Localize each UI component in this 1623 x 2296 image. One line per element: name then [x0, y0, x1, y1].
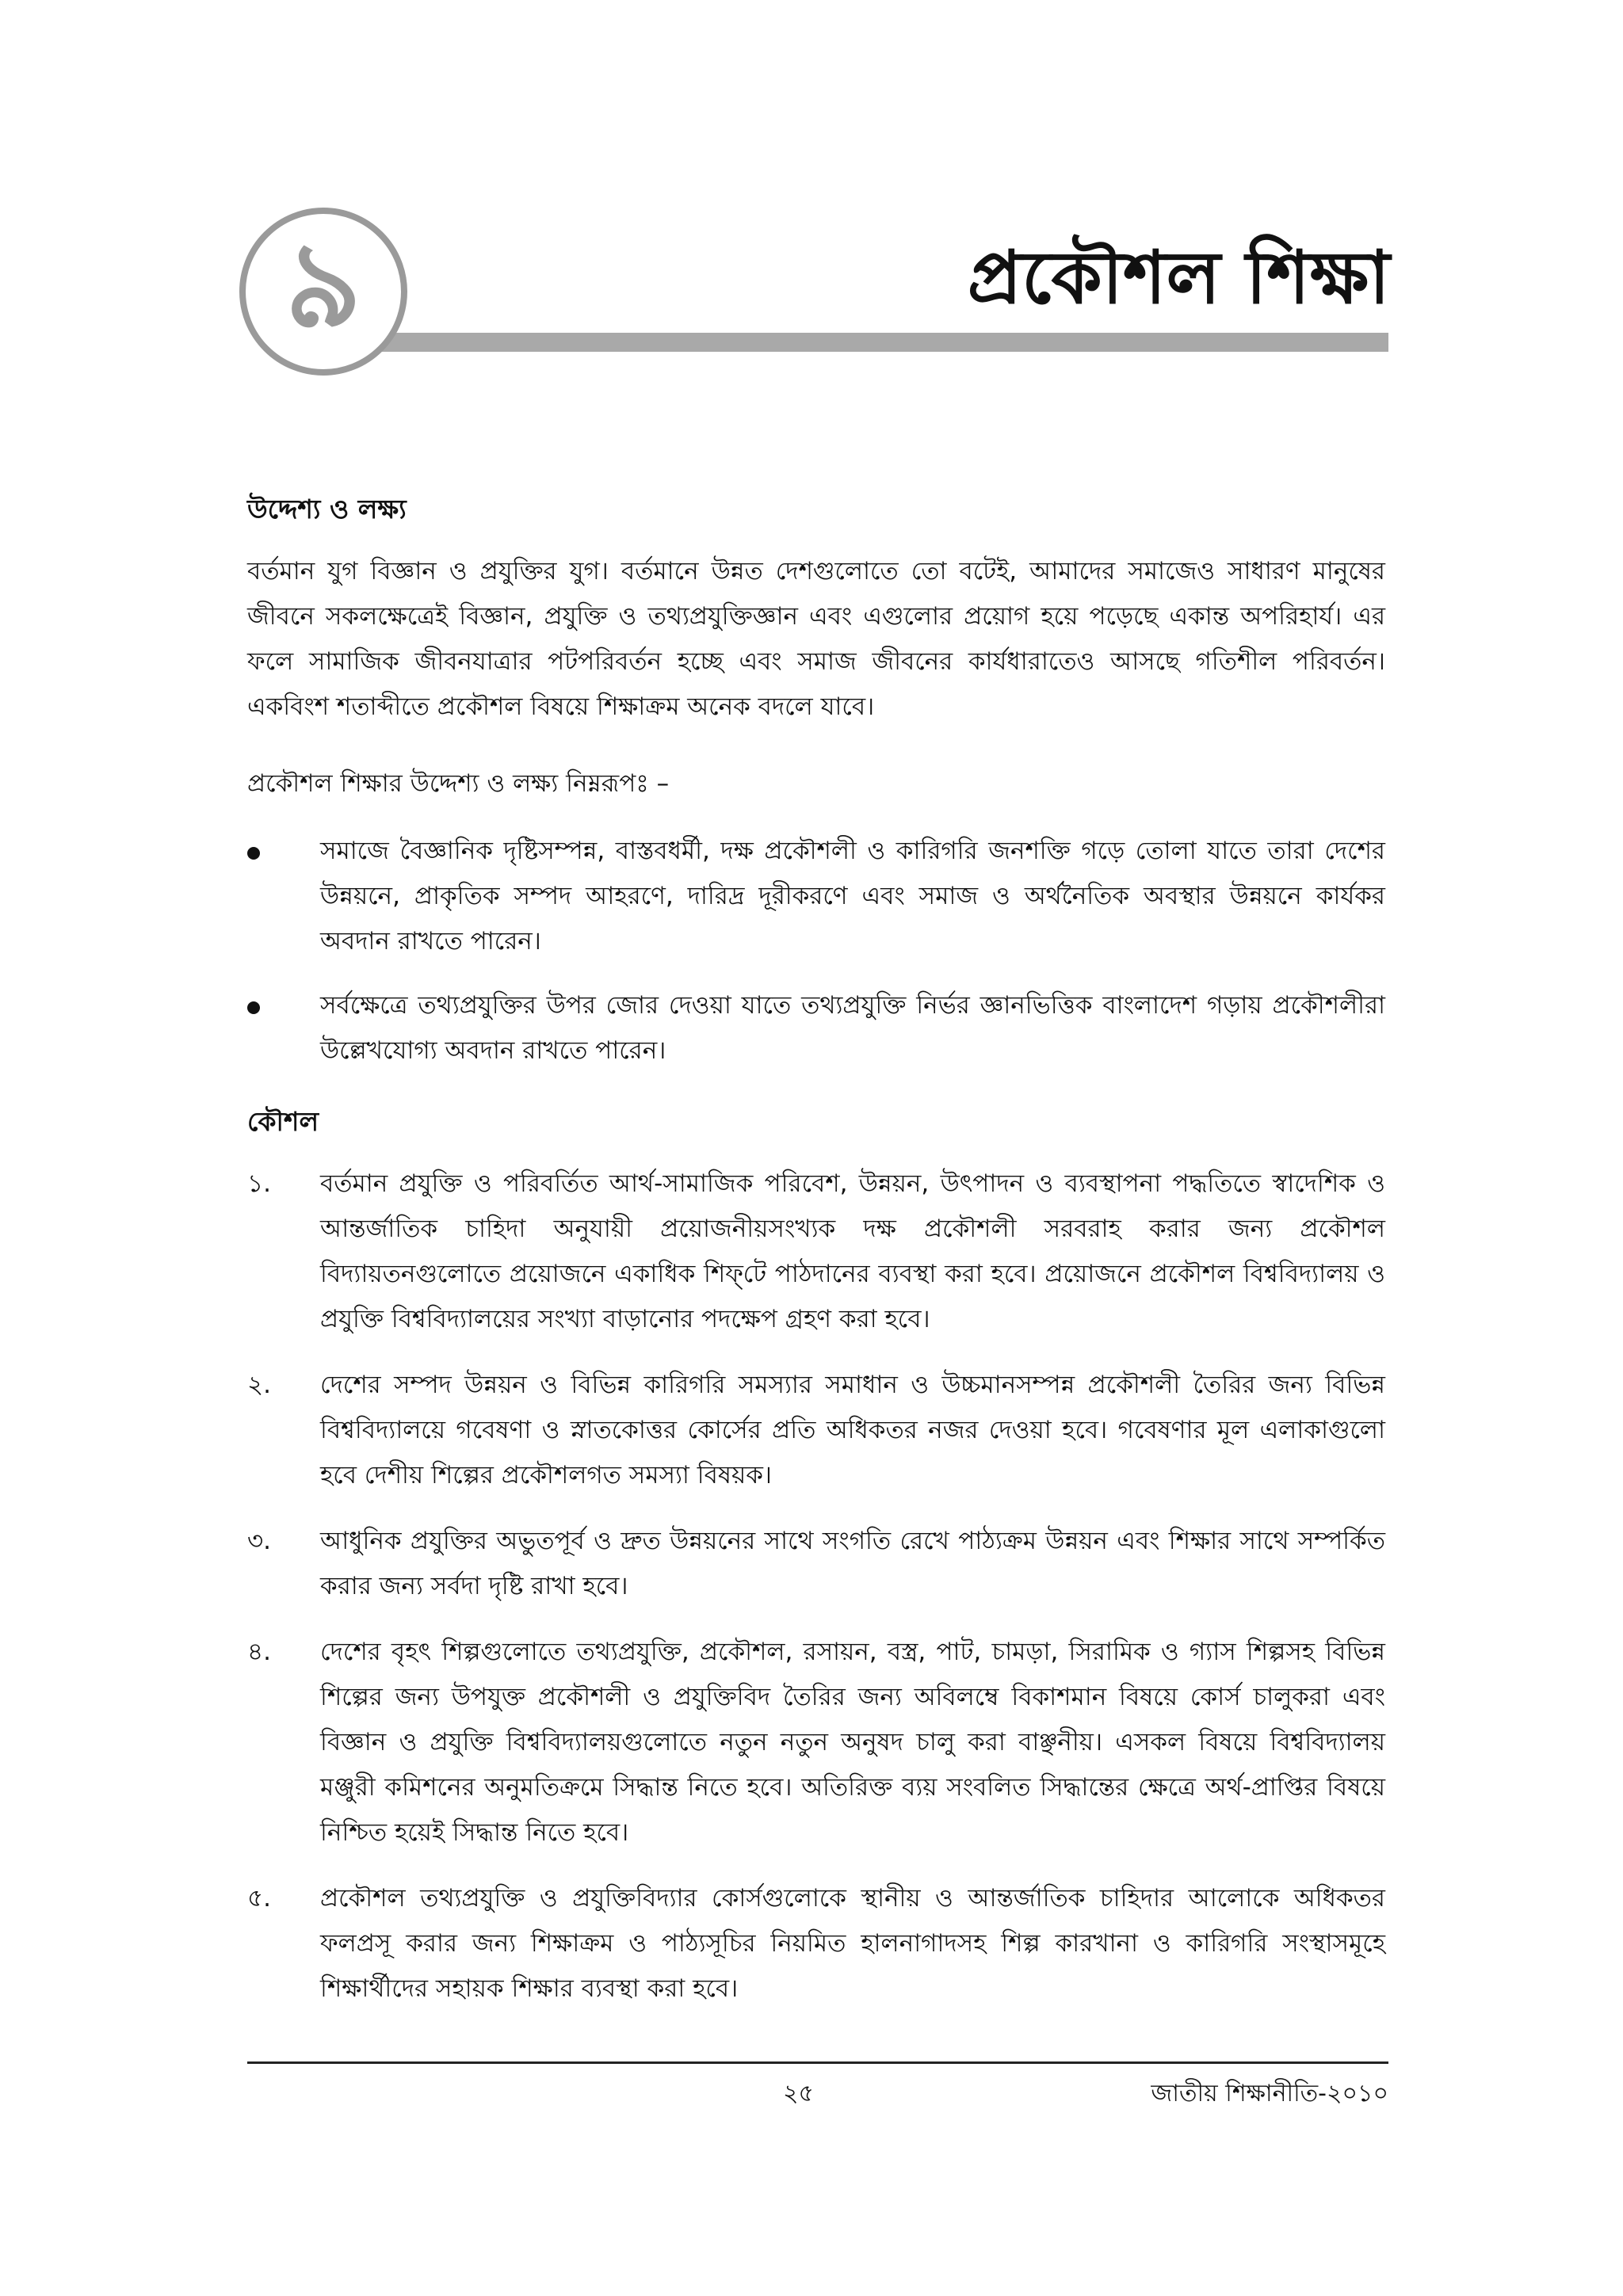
list-item: [247, 1363, 1385, 1498]
item-number: ৫.: [247, 1883, 271, 1913]
chapter-title: প্রকৌশল শিক্ষা: [967, 235, 1390, 320]
item-number: ৪.: [247, 1637, 271, 1666]
list-item: [247, 983, 1385, 1074]
strategy-list: [247, 1161, 1385, 2012]
page-content: [247, 493, 1385, 2032]
list-item-text: আধুনিক প্রযুক্তির অভুতপূর্ব ও দ্রুত উন্নয়নের সাথে সংগতি রেখে পাঠ্যক্রম উন্নয়ন এবং শিক্ষার সাথে সম্পর্কিত করার জন্য সর্বদা দৃষ্টি রাখা হবে।: [320, 1526, 1385, 1600]
item-number: ২.: [247, 1370, 272, 1399]
list-item-text: দেশের সম্পদ উন্নয়ন ও বিভিন্ন কারিগরি সমস্যার সমাধান ও উচ্চমানসম্পন্ন প্রকৌশলী তৈরির জন্য বিভিন্ন বিশ্ববিদ্যালয়ে গবেষণা ও স্নাতকোত্তর কোর্সের প্রতি অধিকতর নজর দেওয়া হবে। গবেষণার মূল এলাকাগুলো হবে দেশীয় শিল্পের প্রকৌশলগত সমস্যা বিষয়ক।: [320, 1370, 1385, 1489]
chapter-header: [0, 0, 1623, 412]
chapter-number: ৯: [285, 215, 362, 354]
footer-divider: [247, 2061, 1388, 2064]
list-item-text: বর্তমান প্রযুক্তি ও পরিবর্তিত আর্থ-সামাজিক পরিবেশ, উন্নয়ন, উৎপাদন ও ব্যবস্থাপনা পদ্ধতিতে স্বাদেশিক ও আন্তর্জাতিক চাহিদা অনুযায়ী প্রয়োজনীয়সংখ্যক দক্ষ প্রকৌশলী সরবরাহ করার জন্য প্রকৌশল বিদ্যায়তনগুলোতে প্রয়োজনে একাধিক শিফ্‌টে পাঠদানের ব্যবস্থা করা হবে। প্রয়োজনে প্রকৌশল বিশ্ববিদ্যালয় ও প্রযুক্তি বিশ্ববিদ্যালয়ের সংখ্যা বাড়ানোর পদক্ষেপ গ্রহণ করা হবে।: [320, 1169, 1385, 1333]
footer-title: জাতীয় শিক্ষানীতি-২০১০: [1151, 2080, 1388, 2107]
chapter-number-badge: [239, 208, 407, 376]
bullet-icon: [247, 1001, 260, 1014]
list-item-text: দেশের বৃহৎ শিল্পগুলোতে তথ্যপ্রযুক্তি, প্রকৌশল, রসায়ন, বস্ত্র, পাট, চামড়া, সিরামিক ও গ্যাস শিল্পসহ বিভিন্ন শিল্পের জন্য উপযুক্ত প্রকৌশলী ও প্রযুক্তিবিদ তৈরির জন্য অবিলম্বে বিকাশমান বিষয়ে কোর্স চালুকরা এবং বিজ্ঞান ও প্রযুক্তি বিশ্ববিদ্যালয়গুলোতে নতুন নতুন অনুষদ চালু করা বাঞ্ছনীয়। এসকল বিষয়ে বিশ্ববিদ্যালয় মঞ্জুরী কমিশনের অনুমতিক্রমে সিদ্ধান্ত নিতে হবে। অতিরিক্ত ব্যয় সংবলিত সিদ্ধান্তের ক্ষেত্রে অর্থ-প্রাপ্তির বিষয়ে নিশ্চিত হয়েই সিদ্ধান্ত নিতে হবে।: [320, 1637, 1385, 1847]
list-item-text: সর্বক্ষেত্রে তথ্যপ্রযুক্তির উপর জোর দেওয়া যাতে তথ্যপ্রযুক্তি নির্ভর জ্ঞানভিত্তিক বাংলাদেশ গড়ায় প্রকৌশলীরা উল্লেখযোগ্য অবদান রাখতে পারেন।: [320, 990, 1385, 1065]
list-item-text: সমাজে বৈজ্ঞানিক দৃষ্টিসম্পন্ন, বাস্তবধর্মী, দক্ষ প্রকৌশলী ও কারিগরি জনশক্তি গড়ে তোলা যাতে তারা দেশের উন্নয়নে, প্রাকৃতিক সম্পদ আহরণে, দারিদ্র দূরীকরণে এবং সমাজ ও অর্থনৈতিক অবস্থার উন্নয়নে কার্যকর অবদান রাখতে পারেন।: [320, 836, 1385, 955]
objectives-intro: প্রকৌশল শিক্ষার উদ্দেশ্য ও লক্ষ্য নিম্নরূপঃ –: [247, 769, 670, 798]
objectives-heading: উদ্দেশ্য ও লক্ষ্য: [247, 494, 407, 524]
bullet-icon: [247, 847, 260, 860]
list-item: [247, 829, 1385, 964]
list-item: [247, 1519, 1385, 1609]
item-number: ১.: [247, 1169, 271, 1198]
list-item: [247, 1876, 1385, 2012]
objectives-paragraph: বর্তমান যুগ বিজ্ঞান ও প্রযুক্তির যুগ। বর্তমানে উন্নত দেশগুলোতে তো বটেই, আমাদের সমাজেও সাধারণ মানুষের জীবনে সকলক্ষেত্রেই বিজ্ঞান, প্রযুক্তি ও তথ্যপ্রযুক্তিজ্ঞান এবং এগুলোর প্রয়োগ হয়ে পড়েছে একান্ত অপরিহার্য। এর ফলে সামাজিক জীবনযাত্রার পটপরিবর্তন হচ্ছে এবং সমাজ জীবনের কার্যধারাতেও আসছে গতিশীল পরিবর্তন। একবিংশ শতাব্দীতে প্রকৌশল বিষয়ে শিক্ষাক্রম অনেক বদলে যাবে।: [247, 556, 1385, 721]
item-number: ৩.: [247, 1526, 272, 1555]
list-item: [247, 1630, 1385, 1855]
title-underline-bar: [341, 333, 1388, 352]
objectives-list: [247, 829, 1385, 1074]
list-item-text: প্রকৌশল তথ্যপ্রযুক্তি ও প্রযুক্তিবিদ্যার কোর্সগুলোকে স্থানীয় ও আন্তর্জাতিক চাহিদার আলোকে অধিকতর ফলপ্রসূ করার জন্য শিক্ষাক্রম ও পাঠ্যসূচির নিয়মিত হালনাগাদসহ শিল্প কারখানা ও কারিগরি সংস্থাসমূহে শিক্ষার্থীদের সহায়ক শিক্ষার ব্যবস্থা করা হবে।: [320, 1883, 1385, 2003]
list-item: [247, 1161, 1385, 1342]
page-number: ২৫: [783, 2080, 814, 2107]
strategy-heading: কৌশল: [247, 1105, 319, 1137]
